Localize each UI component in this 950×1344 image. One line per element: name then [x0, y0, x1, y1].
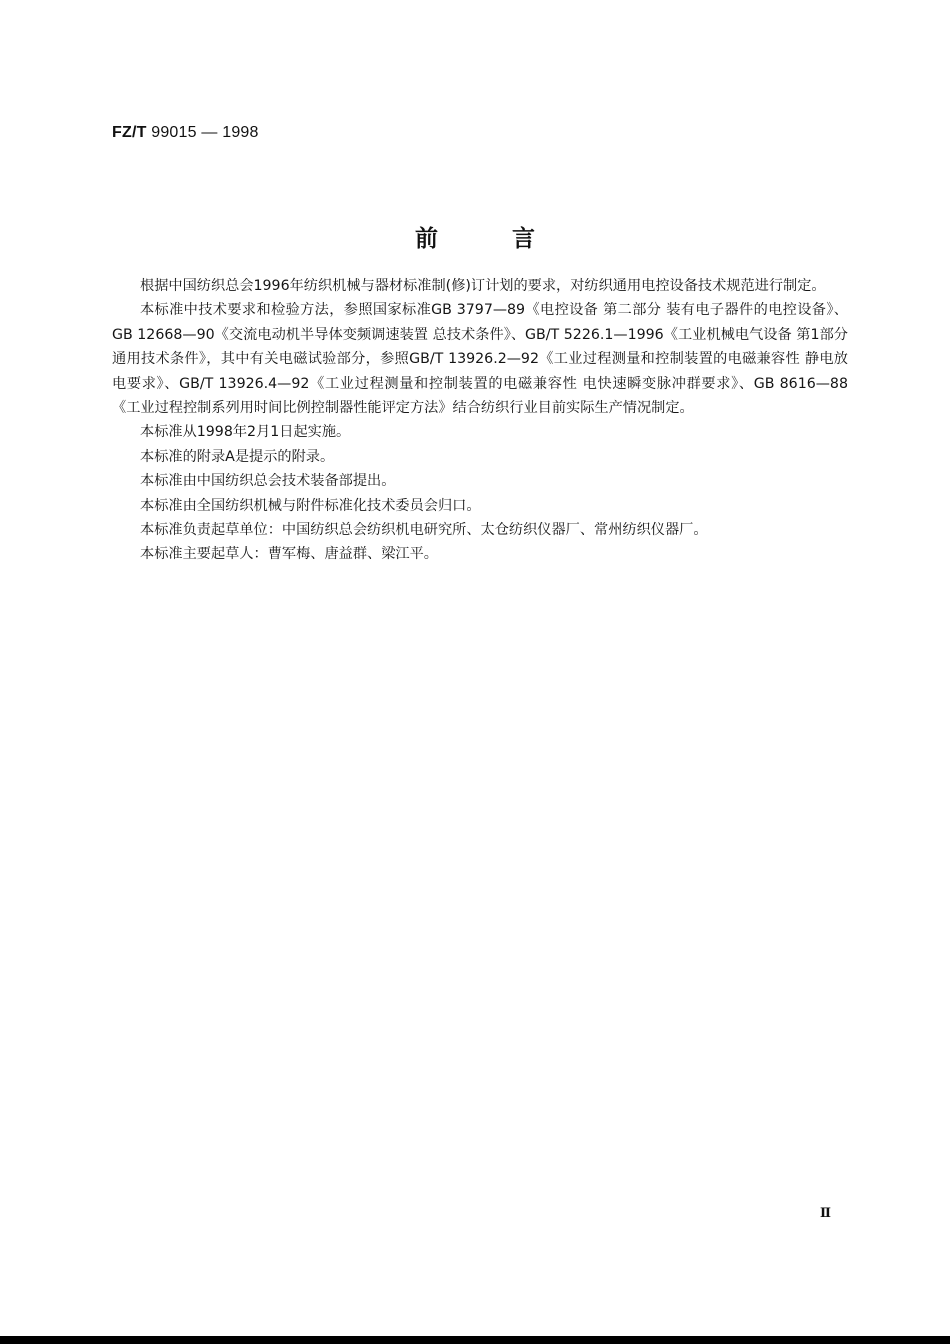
page-number: Ⅱ	[820, 1206, 831, 1221]
standard-prefix: FZ/T	[112, 124, 147, 141]
paragraph-drafters: 本标准主要起草人：曹军梅、唐益群、梁江平。	[140, 546, 438, 563]
paragraph-appendix: 本标准的附录A是提示的附录。	[140, 448, 335, 465]
paragraph-drafting-units: 本标准负责起草单位：中国纺织总会纺织机电研究所、太仓纺织仪器厂、常州纺织仪器厂。	[140, 522, 708, 539]
foreword-body	[112, 274, 848, 567]
standard-number: 99015 — 1998	[151, 124, 259, 141]
standard-code	[112, 124, 259, 142]
bottom-border	[0, 1336, 950, 1344]
page-title: 前言	[415, 226, 609, 252]
paragraph-plan: 根据中国纺织总会1996年纺织机械与器材标准制(修)订计划的要求，对纺织通用电控设备技术规范进行制定。	[140, 278, 826, 294]
paragraph-effective-date: 本标准从1998年2月1日起实施。	[140, 424, 351, 441]
paragraph-committee: 本标准由全国纺织机械与附件标准化技术委员会归口。	[140, 497, 481, 514]
paragraph-proposer: 本标准由中国纺织总会技术装备部提出。	[140, 473, 396, 490]
paragraph-references: 本标准中技术要求和检验方法，参照国家标准GB 3797—89《电控设备 第二部分 装有电子器件的电控设备》、GB 12668—90《交流电动机半导体变频调速装置 总技术条件》、GB/T 5226.1—1996《工业机械电气设备 第1部分 通用技术条件》，其中有关电磁试验部分，参照GB/T 13926.2—92《工业过程测量和控制装置的电磁兼容性 静电放电要求》、GB/T 13926.4—92《工业过程测量和控制装置的电磁兼容性 电快速瞬变脉冲群要求》、GB 8616—88《工业过程控制系列用时间比例控制器性能评定方法》结合纺织行业目前实际生产情况制定。	[112, 302, 848, 417]
